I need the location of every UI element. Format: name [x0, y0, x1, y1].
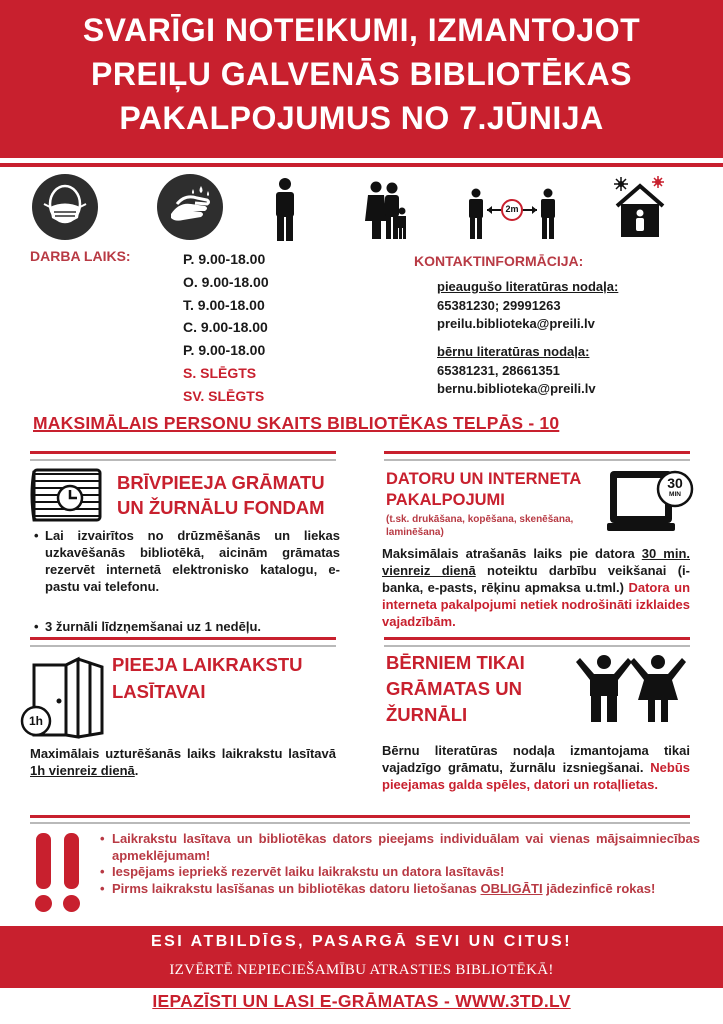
newspapers-text-underlined: 1h vienreiz dienā — [30, 763, 135, 778]
header-divider — [0, 163, 723, 167]
children-dept-contacts — [437, 343, 596, 399]
list-item — [100, 881, 700, 898]
header-banner — [0, 0, 723, 158]
reading-room-icon — [18, 655, 113, 740]
section-divider — [384, 451, 690, 454]
clock-unit: MIN — [669, 491, 681, 498]
title-line-1: SVARĪGI NOTEIKUMI, IZMANTOJOT — [82, 12, 641, 48]
adult-dept-email[interactable]: preilu.biblioteka@preili.lv — [437, 316, 595, 331]
single-person-icon — [272, 177, 298, 248]
contacts-heading: KONTAKTINFORMĀCIJA: — [414, 253, 584, 269]
distance-2m-icon — [467, 188, 557, 240]
warning-text: Pirms laikrakstu lasīšanas un bibliotēkas datoru lietošanas — [112, 880, 481, 896]
ebooks-link[interactable]: IEPAZĪSTI UN LASI E-GRĀMATAS - WWW.3TD.LV — [152, 991, 571, 1011]
children-title-line: GRĀMATAS UN — [386, 678, 522, 699]
stay-home-icon — [611, 176, 669, 245]
section-divider — [30, 815, 690, 818]
children-text-start: Bērnu literatūras nodaļa izmantojama tikai vajadzīgo grāmatu, žurnālu izsniegšanai. — [382, 743, 690, 775]
children-text — [382, 742, 690, 793]
exclamation-dot — [35, 895, 52, 912]
hours-label: DARBA LAIKS: — [30, 248, 131, 264]
warnings-list — [100, 831, 700, 897]
computers-text-underlined: 30 min. vienreiz dienā — [382, 546, 690, 578]
children-text-red: Nebūs pieejamas galda spēles, datori un rotaļlietas. — [382, 760, 690, 792]
title-line-3: PAKALPOJUMUS NO 7.JŪNIJA — [119, 100, 604, 136]
section-divider — [30, 637, 336, 640]
list-item: • Laikrakstu lasītava un bibliotēkas dators pieejams individuālam vai vienas mājsaimniecības apmeklējumam! — [100, 831, 700, 864]
warning-text-underlined: OBLIGĀTI — [480, 880, 543, 896]
time-badge: 1h — [28, 714, 43, 728]
hand-wash-icon — [157, 174, 223, 240]
section-divider — [384, 637, 690, 640]
clock-number: 30 — [667, 475, 683, 491]
hours-closed: S. SLĒGTS — [183, 364, 257, 381]
newspapers-title-line: LASĪTAVAI — [112, 681, 206, 702]
exclamation-bar — [36, 833, 51, 889]
hours-row: T. 9.00-18.00 — [183, 296, 265, 313]
warning-text: jādezinficē rokas! — [542, 880, 656, 896]
newspapers-text — [30, 745, 336, 779]
section-divider — [384, 459, 690, 461]
section-divider — [30, 645, 336, 647]
computers-title-line: PAKALPOJUMI — [386, 491, 505, 509]
computers-text-red: Datora un interneta pakalpojumi netiek nodrošināti izklaides vajadzībām. — [382, 580, 691, 629]
books-icon — [30, 468, 110, 531]
children-dept-email[interactable]: bernu.biblioteka@preili.lv — [437, 381, 596, 396]
section-divider — [30, 451, 336, 454]
books-title-line: BRĪVPIEEJA GRĀMATU — [117, 472, 325, 493]
list-item: • Iespējams iepriekš rezervēt laiku laikrakstu un datora lasītavās! — [100, 864, 700, 881]
list-item: • Lai izvairītos no drūzmēšanās un liekas uzkavēšanās bibliotēkā, aicinām grāmatas rezervēt internetā elektronisko katalogu, e-pastu vai telefonu. — [34, 527, 340, 595]
children-dept-phones: 65381231, 28661351 — [437, 362, 560, 378]
max-persons-notice: MAKSIMĀLAIS PERSONU SKAITS BIBLIOTĒKAS TELPĀS - 10 — [33, 413, 560, 433]
computers-text-start: Maksimālais atrašanās laiks pie datora — [382, 546, 642, 561]
section-divider — [384, 645, 690, 647]
newspapers-title-line: PIEEJA LAIKRAKSTU — [112, 654, 303, 675]
computers-section-title — [386, 469, 581, 511]
books-bullets — [34, 527, 340, 635]
hours-row: C. 9.00-18.00 — [183, 319, 268, 336]
children-section-title — [386, 650, 525, 728]
family-icon — [364, 181, 408, 246]
books-section-title — [117, 470, 325, 520]
books-title-line: UN ŽURNĀLU FONDAM — [117, 497, 325, 518]
adult-dept-title: pieaugušo literatūras nodaļa: — [437, 279, 619, 294]
footer-slogan: ESI ATBILDĪGS, PASARGĀ SEVI UN CITUS! — [150, 933, 573, 950]
section-divider — [30, 822, 690, 824]
exclamation-dot — [63, 895, 80, 912]
adult-dept-contacts — [437, 278, 618, 334]
mask-icon — [32, 174, 98, 240]
newspapers-text-end: . — [134, 763, 139, 778]
exclamation-bar — [64, 833, 79, 889]
newspapers-section-title — [112, 651, 303, 705]
distance-badge-text: 2m — [505, 204, 519, 214]
hours-row: O. 9.00-18.00 — [183, 273, 269, 290]
footer-note: IZVĒRTĒ NEPIECIEŠAMĪBU ATRASTIES BIBLIOTĒKĀ! — [169, 962, 554, 978]
computer-time-icon — [605, 467, 697, 537]
hours-row: P. 9.00-18.00 — [183, 251, 266, 267]
children-title-line: ŽURNĀLI — [386, 704, 468, 725]
computers-text-end: noteiktu darbību veikšanai (i-banka, e-pasts, rēķinu apmaksa u.tml.) — [382, 563, 690, 595]
adult-dept-phones: 65381230; 29991263 — [437, 297, 561, 313]
computers-subtitle: (t.sk. drukāšana, kopēšana, skenēšana, laminēšana) — [386, 514, 574, 538]
computers-text — [382, 545, 690, 630]
children-title-line: BĒRNIEM TIKAI — [386, 652, 525, 673]
newspapers-text-start: Maximālais uzturēšanās laiks laikrakstu lasītavā — [30, 746, 336, 761]
list-item: • 3 žurnāli līdzņemšanai uz 1 nedēļu. — [34, 618, 340, 635]
hours-row: P. 9.00-18.00 — [183, 342, 266, 359]
page-title — [20, 8, 703, 140]
hours-closed: SV. SLĒGTS — [183, 387, 265, 404]
children-dept-title: bērnu literatūras nodaļa: — [437, 344, 590, 359]
title-line-2: PREIĻU GALVENĀS BIBLIOTĒKAS — [91, 56, 632, 92]
section-divider — [30, 459, 336, 461]
hours-list — [183, 248, 269, 408]
computers-title-line: DATORU UN INTERNETA — [386, 470, 582, 488]
children-icon — [576, 654, 686, 729]
